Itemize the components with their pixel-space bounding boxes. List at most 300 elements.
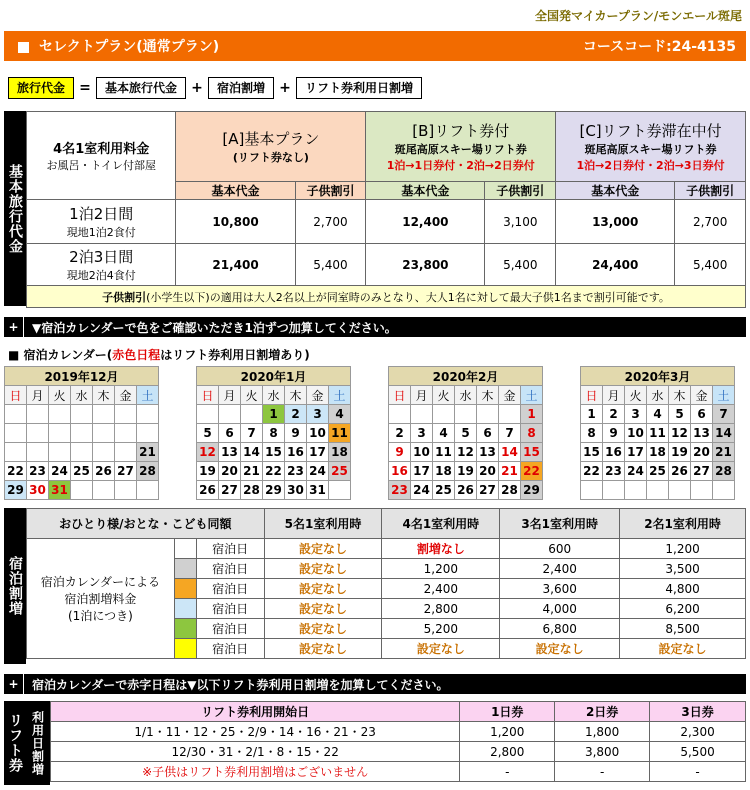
surcharge-p5: 設定なし [264, 579, 382, 599]
calendar-day [691, 481, 713, 500]
plus-icon: + [4, 674, 24, 694]
calendar-title-b: はリフト券利用日割増あり) [160, 348, 310, 362]
calendar-day: 27 [477, 481, 499, 500]
child-c: 5,400 [675, 244, 746, 286]
calendar-day: 16 [389, 462, 411, 481]
surcharge-p3: 6,800 [500, 619, 620, 639]
calendar-day [93, 405, 115, 424]
calendar-day [603, 481, 625, 500]
lift-d2: - [555, 762, 650, 782]
weekday-header: 月 [411, 386, 433, 405]
calendar-day: 17 [307, 443, 329, 462]
child-discount-note [27, 286, 746, 308]
weekday-header: 火 [241, 386, 263, 405]
weekday-header: 火 [625, 386, 647, 405]
calendar-day [669, 481, 691, 500]
lift-row [51, 742, 746, 762]
calendar-day [411, 405, 433, 424]
formula-base: 基本旅行代金 [96, 77, 186, 99]
lift-head-0: リフト券利用開始日 [51, 702, 460, 722]
surcharge-p4: 割増なし [382, 539, 500, 559]
lift-d1: - [460, 762, 555, 782]
stay-day-label: 宿泊日 [196, 619, 264, 639]
calendar-day: 24 [411, 481, 433, 500]
child-b: 3,100 [485, 200, 556, 244]
calendar-day: 29 [521, 481, 543, 500]
month-name: 2020年3月 [581, 367, 735, 386]
calendar-day [647, 481, 669, 500]
child-b: 5,400 [485, 244, 556, 286]
lift-dates: ※子供はリフト券利用割増はございません [51, 762, 460, 782]
price-b: 23,800 [366, 244, 485, 286]
lift-d2: 1,800 [555, 722, 650, 742]
weekday-header: 火 [433, 386, 455, 405]
lift-d3: 2,300 [650, 722, 746, 742]
calendar-day: 10 [307, 424, 329, 443]
calendar-day: 20 [691, 443, 713, 462]
surcharge-p2: 設定なし [620, 639, 746, 659]
lift-head-2: 2日券 [555, 702, 650, 722]
weekday-header: 日 [581, 386, 603, 405]
calendar-day: 17 [411, 462, 433, 481]
calendar-day: 5 [669, 405, 691, 424]
calendar-instruction-bar [4, 317, 746, 337]
calendar-day [137, 424, 159, 443]
calendar-day: 2 [389, 424, 411, 443]
surcharge-head-0: おひとり様/おとな・こども同額 [27, 509, 265, 539]
calendar-day: 28 [241, 481, 263, 500]
surcharge-table [26, 508, 746, 659]
color-swatch [174, 539, 196, 559]
weekday-header: 日 [389, 386, 411, 405]
surcharge-desc3: (1泊につき) [68, 609, 133, 623]
plan-b-header [366, 112, 556, 182]
calendar-day: 1 [581, 405, 603, 424]
calendar-day: 23 [27, 462, 49, 481]
weekday-header: 土 [521, 386, 543, 405]
note-rest: (小学生以下)の適用は大人2名以上が同室時のみとなり、大人1名に対して最大子供1名まで割引可能です。 [146, 290, 670, 304]
calendar-day [329, 481, 351, 500]
weekday-header: 木 [477, 386, 499, 405]
price-row [27, 200, 746, 244]
surcharge-head-4: 4名1室利用時 [382, 509, 500, 539]
plan-a-sub: (リフト券なし) [232, 151, 309, 164]
lift-d1: 1,200 [460, 722, 555, 742]
stay-day-label: 宿泊日 [196, 599, 264, 619]
col-base-a: 基本代金 [176, 182, 295, 200]
weekday-header: 日 [5, 386, 27, 405]
color-swatch [174, 639, 196, 659]
surcharge-p5: 設定なし [264, 599, 382, 619]
calendar-day: 5 [455, 424, 477, 443]
calendar-day: 15 [521, 443, 543, 462]
calendar-day [115, 443, 137, 462]
calendar-day: 7 [713, 405, 735, 424]
calendar-day: 6 [219, 424, 241, 443]
calendar-day [71, 443, 93, 462]
surcharge-desc1: 宿泊カレンダーによる [40, 575, 160, 589]
calendar-day: 31 [307, 481, 329, 500]
calendar-day: 25 [647, 462, 669, 481]
calendar-day: 3 [625, 405, 647, 424]
surcharge-p2: 8,500 [620, 619, 746, 639]
weekday-header: 土 [713, 386, 735, 405]
weekday-header: 土 [329, 386, 351, 405]
calendar-day: 13 [691, 424, 713, 443]
child-a: 5,400 [295, 244, 366, 286]
formula-eq: = [79, 80, 91, 96]
calendar-day: 3 [307, 405, 329, 424]
calendar-day [27, 424, 49, 443]
month-calendar [4, 366, 159, 500]
calendar-day: 24 [49, 462, 71, 481]
duration-cell [27, 244, 176, 286]
calendar-day: 8 [581, 424, 603, 443]
lift-dates: 1/1・11・12・25・2/9・14・16・21・23 [51, 722, 460, 742]
calendar-day [49, 443, 71, 462]
calendar-day: 15 [263, 443, 285, 462]
plan-b-red: 1泊→1日券付・2泊→2日券付 [386, 159, 535, 172]
calendar-day [5, 424, 27, 443]
calendar-day: 29 [263, 481, 285, 500]
calendar-day: 25 [71, 462, 93, 481]
calendar-day [93, 443, 115, 462]
plan-c-title: [C]リフト券滞在中付 [579, 122, 722, 140]
calendar-day [27, 443, 49, 462]
calendar-day [433, 405, 455, 424]
duration-label: 1泊2日間 [69, 205, 134, 223]
calendar-day: 2 [603, 405, 625, 424]
lift-sub-label: 利用日割増 [26, 701, 50, 785]
weekday-header: 金 [691, 386, 713, 405]
calendar-day [71, 424, 93, 443]
weekday-header: 土 [137, 386, 159, 405]
calendar-day: 26 [455, 481, 477, 500]
room-header [27, 112, 176, 200]
calendar-day: 11 [433, 443, 455, 462]
plus-icon: + [4, 317, 24, 337]
calendar-day: 28 [499, 481, 521, 500]
calendar-day [197, 405, 219, 424]
lift-row [51, 722, 746, 742]
calendar-day: 14 [499, 443, 521, 462]
weekday-header: 木 [285, 386, 307, 405]
price-b: 12,400 [366, 200, 485, 244]
calendar-day: 30 [285, 481, 307, 500]
color-swatch [174, 619, 196, 639]
weekday-header: 月 [603, 386, 625, 405]
calendar-title [8, 346, 310, 363]
surcharge-p3: 2,400 [500, 559, 620, 579]
weekday-header: 月 [219, 386, 241, 405]
calendar-day [455, 405, 477, 424]
calendar-day: 28 [713, 462, 735, 481]
calendar-day [219, 405, 241, 424]
calendar-day [115, 424, 137, 443]
month-calendar [196, 366, 351, 500]
calendar-title-red: 赤色日程 [112, 348, 161, 362]
calendar-day: 11 [329, 424, 351, 443]
calendar-day [49, 405, 71, 424]
room-sub: お風呂・トイレ付部屋 [46, 159, 156, 172]
square-icon [18, 42, 29, 53]
calendar-day: 16 [603, 443, 625, 462]
calendar-day: 22 [581, 462, 603, 481]
surcharge-p2: 1,200 [620, 539, 746, 559]
surcharge-p4: 5,200 [382, 619, 500, 639]
surcharge-p5: 設定なし [264, 639, 382, 659]
calendar-day: 7 [241, 424, 263, 443]
calendar-day: 7 [499, 424, 521, 443]
calendar-day: 18 [433, 462, 455, 481]
lift-head-1: 1日券 [460, 702, 555, 722]
lift-head-3: 3日券 [650, 702, 746, 722]
surcharge-head-5: 5名1室利用時 [264, 509, 382, 539]
lift-d3: 5,500 [650, 742, 746, 762]
weekday-header: 金 [115, 386, 137, 405]
price-c: 24,400 [556, 244, 675, 286]
course-code: コースコード:24-4135 [582, 39, 736, 55]
calendar-day: 26 [93, 462, 115, 481]
calendar-day: 23 [603, 462, 625, 481]
price-side-label: 基本旅行代金 [4, 111, 26, 306]
calendar-day: 27 [115, 462, 137, 481]
brand-label: 全国発マイカープラン/モンエール斑尾 [535, 9, 742, 23]
surcharge-p5: 設定なし [264, 539, 382, 559]
calendar-day: 6 [691, 405, 713, 424]
price-a: 10,800 [176, 200, 295, 244]
surcharge-p3: 設定なし [500, 639, 620, 659]
formula-plus-2: + [279, 80, 291, 96]
lift-d1: 2,800 [460, 742, 555, 762]
calendar-day [5, 405, 27, 424]
surcharge-p4: 設定なし [382, 639, 500, 659]
calendar-day: 9 [285, 424, 307, 443]
surcharge-side-label: 宿泊割増 [4, 508, 26, 664]
calendar-day [115, 481, 137, 500]
calendar-day: 4 [433, 424, 455, 443]
surcharge-row [27, 539, 746, 559]
plan-c-sub: 斑尾高原スキー場リフト券 [584, 143, 717, 156]
surcharge-p3: 3,600 [500, 579, 620, 599]
calendar-day [581, 481, 603, 500]
calendar-day: 15 [581, 443, 603, 462]
calendar-day: 30 [27, 481, 49, 500]
lift-d2: 3,800 [555, 742, 650, 762]
calendar-day: 31 [49, 481, 71, 500]
surcharge-p4: 1,200 [382, 559, 500, 579]
surcharge-p2: 6,200 [620, 599, 746, 619]
calendar-day: 23 [389, 481, 411, 500]
weekday-header: 水 [71, 386, 93, 405]
formula-plus-1: + [191, 80, 203, 96]
calendar-day: 27 [219, 481, 241, 500]
calendar-day: 12 [455, 443, 477, 462]
price-formula [8, 77, 422, 99]
duration-label: 2泊3日間 [69, 248, 134, 266]
calendar-day: 21 [137, 443, 159, 462]
lift-d3: - [650, 762, 746, 782]
stay-day-label: 宿泊日 [196, 639, 264, 659]
plan-b-sub: 斑尾高原スキー場リフト券 [394, 143, 527, 156]
calendar-day: 26 [669, 462, 691, 481]
formula-stay: 宿泊割増 [208, 77, 274, 99]
calendar-day: 12 [197, 443, 219, 462]
calendar-day: 12 [669, 424, 691, 443]
calendar-day: 4 [329, 405, 351, 424]
calendar-day: 2 [285, 405, 307, 424]
calendar-day: 22 [263, 462, 285, 481]
calendar-day [389, 405, 411, 424]
calendar-day: 9 [603, 424, 625, 443]
calendar-day: 23 [285, 462, 307, 481]
formula-lift: リフト券利用日割増 [296, 77, 422, 99]
calendar-day [137, 405, 159, 424]
calendar-day: 21 [241, 462, 263, 481]
calendar-day: 1 [521, 405, 543, 424]
surcharge-p2: 3,500 [620, 559, 746, 579]
stay-day-label: 宿泊日 [196, 539, 264, 559]
calendar-day: 9 [389, 443, 411, 462]
calendar-day [93, 424, 115, 443]
plan-c-red: 1泊→2日券付・2泊→3日券付 [576, 159, 725, 172]
lift-dates: 12/30・31・2/1・8・15・22 [51, 742, 460, 762]
price-a: 21,400 [176, 244, 295, 286]
room-label: 4名1室利用料金 [53, 142, 150, 157]
weekday-header: 水 [263, 386, 285, 405]
calendar-day: 25 [433, 481, 455, 500]
surcharge-p2: 4,800 [620, 579, 746, 599]
child-a: 2,700 [295, 200, 366, 244]
calendar-day: 21 [713, 443, 735, 462]
calendar-day: 6 [477, 424, 499, 443]
duration-sub: 現地1泊2食付 [66, 226, 136, 239]
child-c: 2,700 [675, 200, 746, 244]
calendar-day: 25 [329, 462, 351, 481]
calendar-day [625, 481, 647, 500]
weekday-header: 金 [499, 386, 521, 405]
surcharge-p3: 600 [500, 539, 620, 559]
calendar-day: 14 [241, 443, 263, 462]
col-child-b: 子供割引 [485, 182, 556, 200]
calendar-instruction-text: ▼宿泊カレンダーで色をご確認いただき1泊ずつ加算してください。 [32, 320, 397, 335]
calendar-day: 19 [197, 462, 219, 481]
calendar-day [115, 405, 137, 424]
color-swatch [174, 579, 196, 599]
stay-day-label: 宿泊日 [196, 559, 264, 579]
lift-side-label: リフト券 [4, 701, 26, 785]
weekday-header: 月 [27, 386, 49, 405]
calendar-day: 20 [219, 462, 241, 481]
lift-table [50, 701, 746, 782]
plan-a-header [176, 112, 366, 182]
calendar-day: 14 [713, 424, 735, 443]
lift-row [51, 762, 746, 782]
price-c: 13,000 [556, 200, 675, 244]
price-row [27, 244, 746, 286]
calendar-day: 1 [263, 405, 285, 424]
weekday-header: 水 [647, 386, 669, 405]
surcharge-desc2: 宿泊割増料金 [64, 592, 137, 606]
calendar-day: 18 [329, 443, 351, 462]
calendar-day [71, 481, 93, 500]
calendar-title-a: ■ 宿泊カレンダー( [8, 348, 113, 362]
col-child-c: 子供割引 [675, 182, 746, 200]
calendar-day: 29 [5, 481, 27, 500]
calendar-day: 24 [307, 462, 329, 481]
plan-title-text: セレクトプラン(通常プラン) [39, 39, 220, 55]
calendar-day: 3 [411, 424, 433, 443]
calendar-day [49, 424, 71, 443]
surcharge-p4: 2,400 [382, 579, 500, 599]
plan-b-title: [B]リフト券付 [412, 122, 510, 140]
month-calendar [388, 366, 543, 500]
month-calendar [580, 366, 735, 500]
calendar-day [499, 405, 521, 424]
calendar-day: 13 [219, 443, 241, 462]
title-bar [4, 31, 746, 61]
calendar-day: 19 [669, 443, 691, 462]
calendar-day: 8 [521, 424, 543, 443]
calendar-day: 8 [263, 424, 285, 443]
calendar-day [477, 405, 499, 424]
note-bold: 子供割引 [102, 290, 147, 304]
calendar-day: 20 [477, 462, 499, 481]
surcharge-desc [27, 539, 175, 659]
surcharge-head-2: 2名1室利用時 [620, 509, 746, 539]
calendar-day: 10 [411, 443, 433, 462]
calendar-day: 18 [647, 443, 669, 462]
calendar-day: 5 [197, 424, 219, 443]
color-swatch [174, 559, 196, 579]
col-base-c: 基本代金 [556, 182, 675, 200]
calendar-day: 10 [625, 424, 647, 443]
surcharge-p3: 4,000 [500, 599, 620, 619]
col-base-b: 基本代金 [366, 182, 485, 200]
calendar-day: 22 [5, 462, 27, 481]
calendar-day: 17 [625, 443, 647, 462]
stay-day-label: 宿泊日 [196, 579, 264, 599]
surcharge-head-3: 3名1室利用時 [500, 509, 620, 539]
lift-instruction-text: 宿泊カレンダーで赤字日程は▼以下リフト券利用日割増を加算してください。 [32, 677, 449, 692]
calendar-day: 24 [625, 462, 647, 481]
calendar-day [5, 443, 27, 462]
calendar-day: 26 [197, 481, 219, 500]
plan-title [18, 36, 219, 56]
calendar-day [713, 481, 735, 500]
calendar-day: 19 [455, 462, 477, 481]
lift-instruction-bar [4, 674, 746, 694]
calendar-day: 27 [691, 462, 713, 481]
calendar-day [27, 405, 49, 424]
weekday-header: 水 [455, 386, 477, 405]
color-swatch [174, 599, 196, 619]
calendar-day [137, 481, 159, 500]
calendar-day [93, 481, 115, 500]
calendar-day: 28 [137, 462, 159, 481]
calendar-day: 11 [647, 424, 669, 443]
calendar-day: 22 [521, 462, 543, 481]
weekday-header: 木 [669, 386, 691, 405]
calendar-day: 21 [499, 462, 521, 481]
calendar-day [71, 405, 93, 424]
weekday-header: 日 [197, 386, 219, 405]
surcharge-p5: 設定なし [264, 619, 382, 639]
plan-a-title: [A]基本プラン [222, 130, 320, 148]
duration-cell [27, 200, 176, 244]
calendar-day: 13 [477, 443, 499, 462]
weekday-header: 火 [49, 386, 71, 405]
